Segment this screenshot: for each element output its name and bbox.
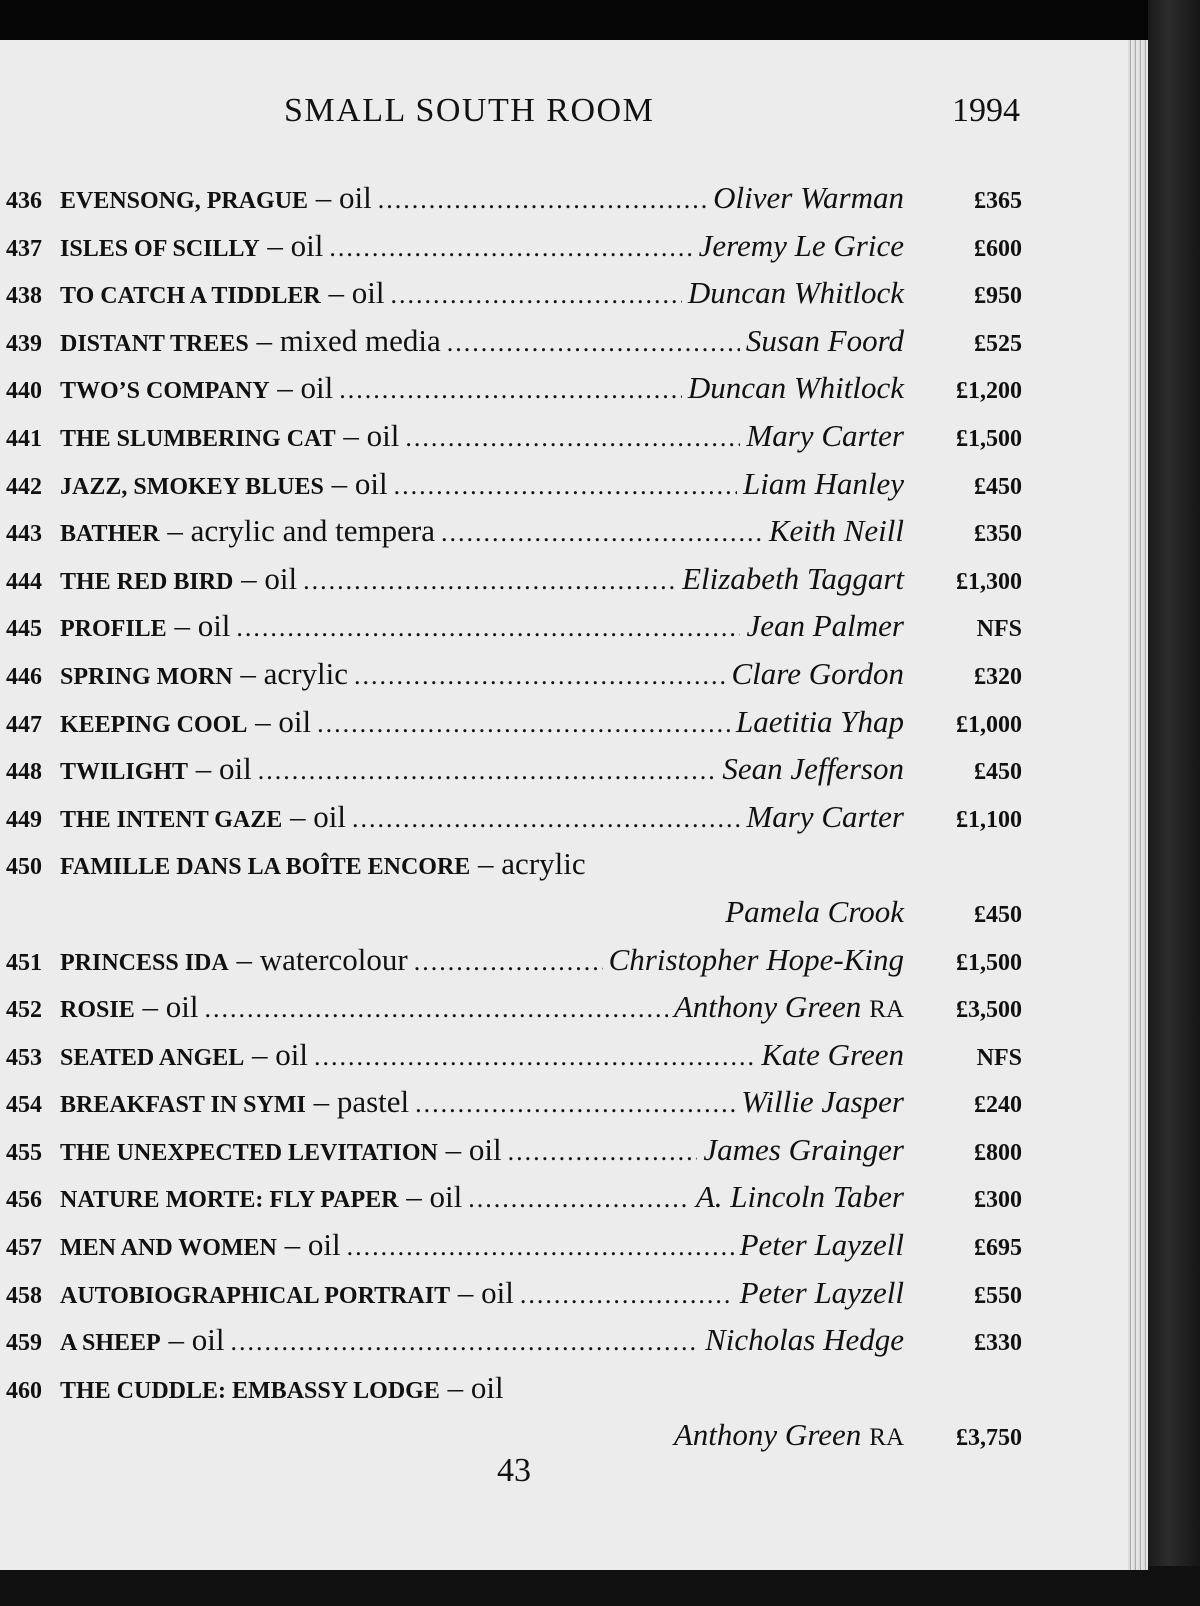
entry-artist: Duncan Whitlock (687, 370, 904, 406)
entry-dash: – (233, 560, 265, 596)
leader-dots (405, 423, 740, 453)
entry-medium: oil (470, 1369, 504, 1405)
entry-artist: Jean Palmer (746, 608, 904, 644)
leader-dots (468, 1184, 690, 1214)
entry-dash: – (305, 1084, 337, 1120)
entry-price: £550 (974, 1282, 1022, 1309)
entry-medium: oil (307, 1227, 341, 1263)
entry-dash: – (320, 275, 352, 311)
entry-title: SPRING MORN (60, 663, 233, 690)
entry-title: JAZZ, SMOKEY BLUES (60, 473, 324, 500)
entry-number: 438 (6, 283, 42, 310)
entry-number: 451 (6, 949, 42, 976)
entry-title: AUTOBIOGRAPHICAL PORTRAIT (60, 1282, 451, 1309)
entry-dash: – (160, 1322, 192, 1358)
entry-medium: oil (278, 703, 312, 739)
entry-medium: watercolour (259, 941, 408, 977)
catalogue-entry (6, 1084, 1022, 1132)
entry-artist: James Grainger (703, 1131, 904, 1167)
catalogue-entry (6, 608, 1022, 656)
entry-medium: oil (290, 227, 324, 263)
entry-artist: Pamela Crook (725, 893, 904, 929)
leader-dots (314, 1042, 755, 1072)
entry-medium: oil (165, 989, 199, 1025)
entry-dash: – (323, 465, 355, 501)
entry-artist: Sean Jefferson (722, 751, 904, 787)
entry-title: TO CATCH A TIDDLER (60, 283, 321, 310)
entry-number: 437 (6, 235, 42, 262)
entry-title: KEEPING COOL (60, 711, 248, 738)
entry-title: BATHER (60, 521, 160, 548)
entry-medium: acrylic (263, 655, 348, 691)
entry-dash: – (248, 322, 280, 358)
entry-artist: Willie Jasper (741, 1084, 904, 1120)
entry-dash: – (335, 417, 367, 453)
catalogue-entry (6, 846, 1022, 894)
entry-artist: Mary Carter (746, 417, 904, 453)
leader-dots (394, 471, 737, 501)
entry-price: £525 (974, 330, 1022, 357)
leader-dots (447, 328, 740, 358)
entry-dash: – (470, 846, 502, 882)
leader-dots (508, 1137, 698, 1167)
entry-artist: Jeremy Le Grice (698, 227, 904, 263)
entry-number: 453 (6, 1044, 42, 1071)
catalogue-entry (6, 513, 1022, 561)
entry-dash: – (244, 1036, 276, 1072)
entry-medium: oil (481, 1274, 514, 1310)
entry-medium: oil (275, 1036, 309, 1072)
entry-title: THE INTENT GAZE (60, 806, 283, 833)
entry-medium: acrylic and tempera (190, 513, 435, 549)
entry-price: £695 (974, 1235, 1022, 1262)
entry-number: 439 (6, 330, 42, 357)
entry-title: A SHEEP (60, 1330, 161, 1357)
entry-number: 459 (6, 1330, 42, 1357)
entry-medium: oil (339, 180, 372, 215)
entry-price: £600 (974, 235, 1022, 262)
entry-title: ISLES OF SCILLY (60, 235, 260, 262)
year-heading: 1994 (952, 92, 1020, 129)
page-number: 43 (497, 1452, 531, 1489)
entry-dash: – (450, 1274, 482, 1310)
catalogue-entry-continued (6, 894, 1022, 942)
catalogue-entry (6, 275, 1022, 323)
leader-dots (414, 947, 603, 977)
entry-price: £1,200 (956, 378, 1022, 405)
entry-price: £365 (974, 188, 1022, 214)
entry-number: 460 (6, 1377, 42, 1404)
leader-dots (354, 661, 725, 691)
catalogue-entry (6, 370, 1022, 418)
entry-price: £450 (974, 901, 1022, 928)
catalogue-entry (6, 561, 1022, 609)
entry-honour: RA (869, 1424, 904, 1452)
entry-medium: acrylic (501, 846, 586, 882)
entry-medium: oil (264, 560, 298, 596)
entry-price: £1,500 (956, 949, 1022, 976)
leader-dots (329, 233, 692, 263)
entry-number: 450 (6, 854, 42, 881)
entry-artist: Mary Carter (746, 798, 904, 834)
entry-artist: Christopher Hope-King (608, 941, 904, 977)
catalogue-entry (6, 1179, 1022, 1227)
leader-dots (390, 280, 681, 310)
entry-dash: – (282, 798, 314, 834)
entry-number: 440 (6, 378, 42, 405)
catalogue-entry (6, 1037, 1022, 1085)
room-heading: SMALL SOUTH ROOM (284, 92, 655, 129)
entry-number: 442 (6, 473, 42, 500)
entry-dash: – (308, 180, 340, 215)
entry-number: 458 (6, 1282, 42, 1309)
leader-dots (520, 1280, 734, 1310)
entry-artist: Anthony Green (673, 989, 862, 1025)
entry-medium: oil (300, 370, 334, 406)
entry-artist: Peter Layzell (739, 1227, 904, 1263)
entry-dash: – (134, 989, 166, 1025)
entry-artist: Elizabeth Taggart (682, 560, 904, 596)
leader-dots (258, 756, 717, 786)
catalogue-entry (6, 989, 1022, 1037)
entry-price: £1,000 (956, 711, 1022, 738)
entry-dash: – (439, 1369, 471, 1405)
entry-medium: oil (191, 1322, 225, 1358)
photo-background-right (1148, 0, 1200, 1606)
entry-number: 441 (6, 425, 42, 452)
catalogue-entry (6, 1227, 1022, 1275)
entry-price: £450 (974, 473, 1022, 500)
entry-price: £240 (974, 1092, 1022, 1119)
leader-dots (441, 518, 763, 548)
entry-number: 436 (6, 188, 42, 214)
entry-title: MEN AND WOMEN (60, 1235, 277, 1262)
entry-medium: oil (429, 1179, 463, 1215)
entry-medium: oil (351, 275, 385, 311)
catalogue-entry-list (6, 180, 1022, 1465)
entry-title: PRINCESS IDA (60, 949, 229, 976)
entry-medium: pastel (336, 1084, 410, 1120)
entry-dash: – (232, 655, 264, 691)
entry-dash: – (276, 1227, 308, 1263)
entry-number: 449 (6, 806, 42, 833)
entry-title: THE UNEXPECTED LEVITATION (60, 1139, 438, 1166)
catalogue-entry (6, 466, 1022, 514)
catalogue-entry (6, 704, 1022, 752)
entry-price: NFS (976, 616, 1022, 643)
entry-dash: – (269, 370, 301, 406)
catalogue-entry (6, 323, 1022, 371)
entry-medium: oil (354, 465, 388, 501)
entry-number: 452 (6, 997, 42, 1024)
entry-title: THE SLUMBERING CAT (60, 425, 336, 452)
entry-medium: mixed media (279, 322, 441, 358)
catalogue-entry (6, 228, 1022, 276)
entry-number: 457 (6, 1235, 42, 1262)
entry-number: 444 (6, 568, 42, 595)
entry-price: NFS (976, 1044, 1022, 1071)
leader-dots (347, 1232, 734, 1262)
entry-title: PROFILE (60, 616, 167, 643)
photo-background-bottom (0, 1566, 1200, 1606)
entry-title: ROSIE (60, 997, 135, 1024)
entry-dash: – (166, 608, 198, 644)
entry-artist: Duncan Whitlock (687, 275, 904, 311)
entry-number: 454 (6, 1092, 42, 1119)
entry-price: £300 (974, 1187, 1022, 1214)
entry-honour: RA (869, 996, 904, 1024)
entry-title: SEATED ANGEL (60, 1044, 245, 1071)
entry-artist: Nicholas Hedge (705, 1322, 904, 1358)
entry-artist: Kate Green (761, 1036, 904, 1072)
leader-dots (339, 375, 682, 405)
leader-dots (415, 1089, 735, 1119)
leader-dots (352, 804, 740, 834)
leader-dots (303, 566, 676, 596)
entry-medium: oil (313, 798, 347, 834)
catalogue-entry (6, 1275, 1022, 1323)
entry-artist: Liam Hanley (742, 465, 904, 501)
entry-title: TWILIGHT (60, 759, 189, 786)
entry-title: BREAKFAST IN SYMI (60, 1092, 306, 1119)
entry-price: £3,750 (956, 1425, 1022, 1452)
catalogue-entry (6, 1370, 1022, 1418)
entry-artist: Susan Foord (745, 322, 904, 358)
catalogue-entry (6, 656, 1022, 704)
entry-medium: oil (197, 608, 231, 644)
entry-artist: A. Lincoln Taber (695, 1179, 904, 1215)
entry-artist: Peter Layzell (739, 1274, 904, 1310)
entry-price: £450 (974, 759, 1022, 786)
entry-title: NATURE MORTE: FLY PAPER (60, 1187, 399, 1214)
leader-dots (204, 994, 667, 1024)
entry-title: THE RED BIRD (60, 568, 234, 595)
entry-price: £1,100 (956, 806, 1022, 833)
entry-dash: – (259, 227, 291, 263)
entry-number: 448 (6, 759, 42, 786)
entry-price: £320 (974, 663, 1022, 690)
catalogue-entry (6, 751, 1022, 799)
leader-dots (230, 1327, 699, 1357)
leader-dots (236, 613, 740, 643)
entry-artist: Clare Gordon (731, 655, 904, 691)
leader-dots (378, 185, 707, 215)
catalogue-entry (6, 1132, 1022, 1180)
catalogue-entry (6, 799, 1022, 847)
entry-price: £950 (974, 283, 1022, 310)
entry-number: 447 (6, 711, 42, 738)
catalogue-entry (6, 942, 1022, 990)
entry-title: THE CUDDLE: EMBASSY LODGE (60, 1377, 440, 1404)
entry-price: £330 (974, 1330, 1022, 1357)
catalogue-entry (6, 180, 1022, 228)
entry-number: 443 (6, 521, 42, 548)
catalogue-entry (6, 1322, 1022, 1370)
photo-background-top (0, 0, 1200, 40)
entry-title: EVENSONG, PRAGUE (60, 188, 309, 214)
entry-dash: – (228, 941, 260, 977)
entry-number: 456 (6, 1187, 42, 1214)
entry-title: DISTANT TREES (60, 330, 249, 357)
entry-artist: Laetitia Yhap (736, 703, 904, 739)
entry-price: £3,500 (956, 997, 1022, 1024)
entry-medium: oil (468, 1131, 502, 1167)
entry-artist: Anthony Green (673, 1417, 862, 1453)
entry-number: 445 (6, 616, 42, 643)
entry-dash: – (398, 1179, 430, 1215)
entry-number: 455 (6, 1139, 42, 1166)
entry-artist: Keith Neill (768, 513, 904, 549)
entry-dash: – (437, 1131, 469, 1167)
catalogue-page (0, 40, 1128, 1570)
entry-dash: – (188, 751, 220, 787)
entry-medium: oil (366, 417, 400, 453)
entry-dash: – (159, 513, 191, 549)
entry-price: £1,500 (956, 425, 1022, 452)
entry-artist: Oliver Warman (713, 180, 904, 215)
entry-medium: oil (219, 751, 252, 787)
entry-price: £350 (974, 521, 1022, 548)
entry-price: £1,300 (956, 568, 1022, 595)
entry-number: 446 (6, 663, 42, 690)
entry-dash: – (247, 703, 279, 739)
entry-price: £800 (974, 1139, 1022, 1166)
catalogue-entry (6, 418, 1022, 466)
entry-title: FAMILLE DANS LA BOÎTE ENCORE (60, 854, 471, 881)
entry-title: TWO’S COMPANY (60, 378, 270, 405)
leader-dots (317, 709, 730, 739)
